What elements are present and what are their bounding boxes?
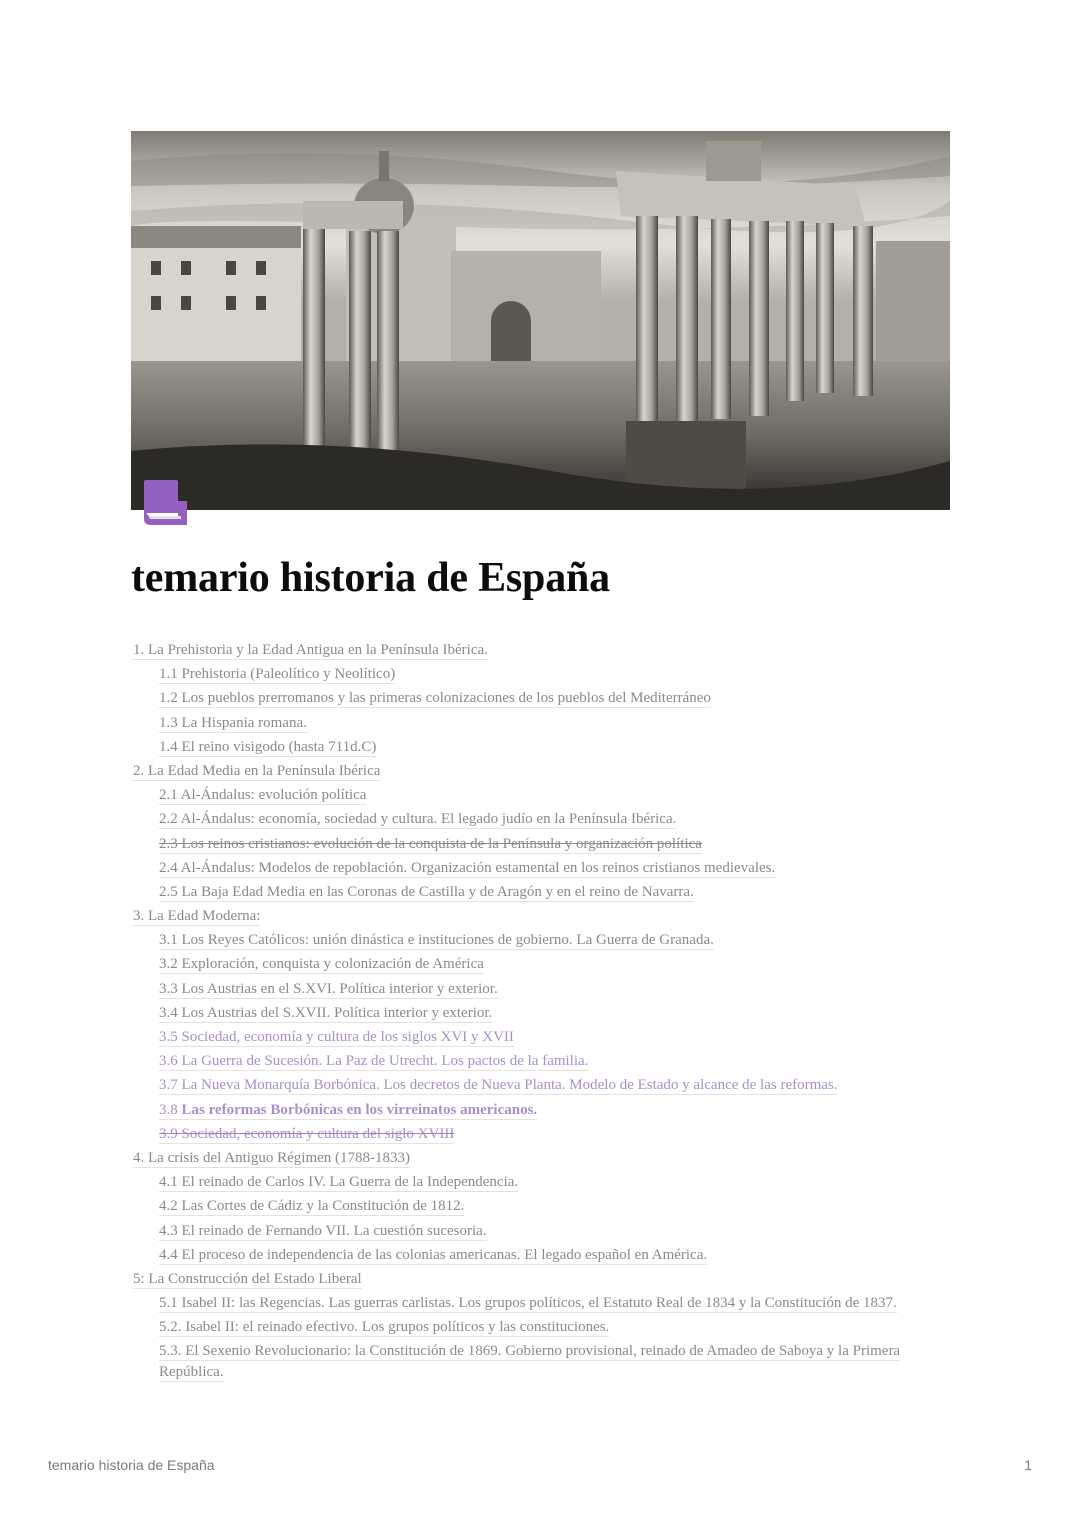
toc-subsection <box>131 1196 931 1217</box>
toc-subsection <box>131 664 931 685</box>
toc-subsection <box>131 713 931 734</box>
cover-image <box>131 131 950 510</box>
toc-subsection <box>131 1027 931 1048</box>
toc-link[interactable]: 1.1 Prehistoria (Paleolítico y Neolítico) <box>159 666 396 683</box>
toc-link[interactable]: 5.1 Isabel II: las Regencias. Las guerras carlistas. Los grupos políticos, el Estatuto Real de 1834 y la Constitución de 1837. <box>159 1295 897 1312</box>
toc-subsection <box>131 858 931 879</box>
toc-subsection <box>131 1293 931 1314</box>
toc-link[interactable]: 2.4 Al-Ándalus: Modelos de repoblación. Organización estamental en los reinos cristianos medievales. <box>159 859 776 876</box>
table-of-contents <box>131 640 931 1387</box>
toc-subsection <box>131 1003 931 1024</box>
toc-subsection <box>131 1124 931 1145</box>
roman-forum-illustration <box>131 131 950 510</box>
toc-subsection <box>131 1341 931 1383</box>
toc-link[interactable]: 1.4 El reino visigodo (hasta 711d.C) <box>159 738 377 755</box>
book-icon <box>143 479 189 527</box>
toc-subsection <box>131 834 931 855</box>
toc-link[interactable]: 1.3 La Hispania romana. <box>159 714 307 731</box>
toc-link[interactable]: 1. La Prehistoria y la Edad Antigua en la Península Ibérica. <box>133 642 488 658</box>
toc-link[interactable]: 2.5 La Baja Edad Media en las Coronas de Castilla y de Aragón y en el reino de Navarra. <box>159 883 694 900</box>
toc-link[interactable] <box>159 1102 537 1120</box>
toc-link-prefix: 3.8 <box>159 1101 182 1118</box>
toc-link[interactable]: 3.3 Los Austrias en el S.XVI. Política interior y exterior. <box>159 980 498 997</box>
toc-link[interactable]: 2.3 Los reinos cristianos: evolución de la conquista de la Península y organización política <box>159 835 702 852</box>
page-number: 1 <box>1024 1457 1032 1473</box>
toc-link[interactable]: 4.4 El proceso de independencia de las colonias americanas. El legado español en América. <box>159 1246 708 1263</box>
toc-subsection <box>131 1100 931 1121</box>
toc-section <box>131 761 931 782</box>
toc-subsection <box>131 882 931 903</box>
toc-subsection <box>131 809 931 830</box>
toc-subsection <box>131 1245 931 1266</box>
toc-section <box>131 640 931 661</box>
toc-link[interactable]: 3.6 La Guerra de Sucesión. La Paz de Utrecht. Los pactos de la familia. <box>159 1053 589 1070</box>
toc-subsection <box>131 737 931 758</box>
toc-subsection <box>131 1075 931 1096</box>
toc-link[interactable]: 3. La Edad Moderna: <box>133 908 261 925</box>
toc-link[interactable]: 2.1 Al-Ándalus: evolución política <box>159 787 367 804</box>
toc-section <box>131 906 931 927</box>
toc-link[interactable]: 3.2 Exploración, conquista y colonización de América <box>159 956 484 973</box>
footer-title: temario historia de España <box>48 1457 215 1473</box>
toc-link[interactable]: 4.1 El reinado de Carlos IV. La Guerra de la Independencia. <box>159 1174 519 1191</box>
toc-subsection <box>131 1051 931 1072</box>
toc-subsection <box>131 1317 931 1338</box>
toc-link[interactable]: 2.2 Al-Ándalus: economía, sociedad y cultura. El legado judío en la Península Ibérica. <box>159 811 677 828</box>
toc-link[interactable]: 3.9 Sociedad, economía y cultura del siglo XVIII <box>159 1125 455 1142</box>
toc-link[interactable]: 5: La Construcción del Estado Liberal <box>133 1270 362 1287</box>
toc-link[interactable]: 3.5 Sociedad, economía y cultura de los siglos XVI y XVII <box>159 1029 514 1045</box>
toc-link[interactable]: 4.2 Las Cortes de Cádiz y la Constitución de 1812. <box>159 1198 465 1215</box>
toc-link[interactable]: 4.3 El reinado de Fernando VII. La cuestión sucesoria. <box>159 1222 487 1239</box>
toc-subsection <box>131 785 931 806</box>
toc-link[interactable]: 1.2 Los pueblos prerromanos y las primeras colonizaciones de los pueblos del Mediterráneo <box>159 690 711 707</box>
toc-link-bold-text: Las reformas Borbónicas en los virreinatos americanos. <box>181 1101 538 1118</box>
toc-link[interactable]: 4. La crisis del Antiguo Régimen (1788-1833) <box>133 1149 411 1166</box>
toc-link[interactable]: 3.1 Los Reyes Católicos: unión dinástica e instituciones de gobierno. La Guerra de Granada. <box>159 932 714 949</box>
toc-subsection <box>131 954 931 975</box>
toc-link[interactable]: 5.3. El Sexenio Revolucionario: la Constitución de 1869. Gobierno provisional, reinado de Amadeo de Saboya y la Primera República. <box>159 1343 901 1381</box>
toc-section <box>131 1269 931 1290</box>
toc-link[interactable]: 5.2. Isabel II: el reinado efectivo. Los grupos políticos y las constituciones. <box>159 1319 610 1336</box>
toc-subsection <box>131 1172 931 1193</box>
toc-section <box>131 1148 931 1169</box>
toc-link[interactable]: 3.7 La Nueva Monarquía Borbónica. Los decretos de Nueva Planta. Modelo de Estado y alcance de las reformas. <box>159 1077 838 1094</box>
toc-subsection <box>131 979 931 1000</box>
page-title: temario historia de España <box>131 555 610 601</box>
toc-link[interactable]: 3.4 Los Austrias del S.XVII. Política interior y exterior. <box>159 1004 493 1021</box>
toc-subsection <box>131 1221 931 1242</box>
toc-link[interactable]: 2. La Edad Media en la Península Ibérica <box>133 762 381 779</box>
toc-subsection <box>131 688 931 709</box>
toc-subsection <box>131 930 931 951</box>
